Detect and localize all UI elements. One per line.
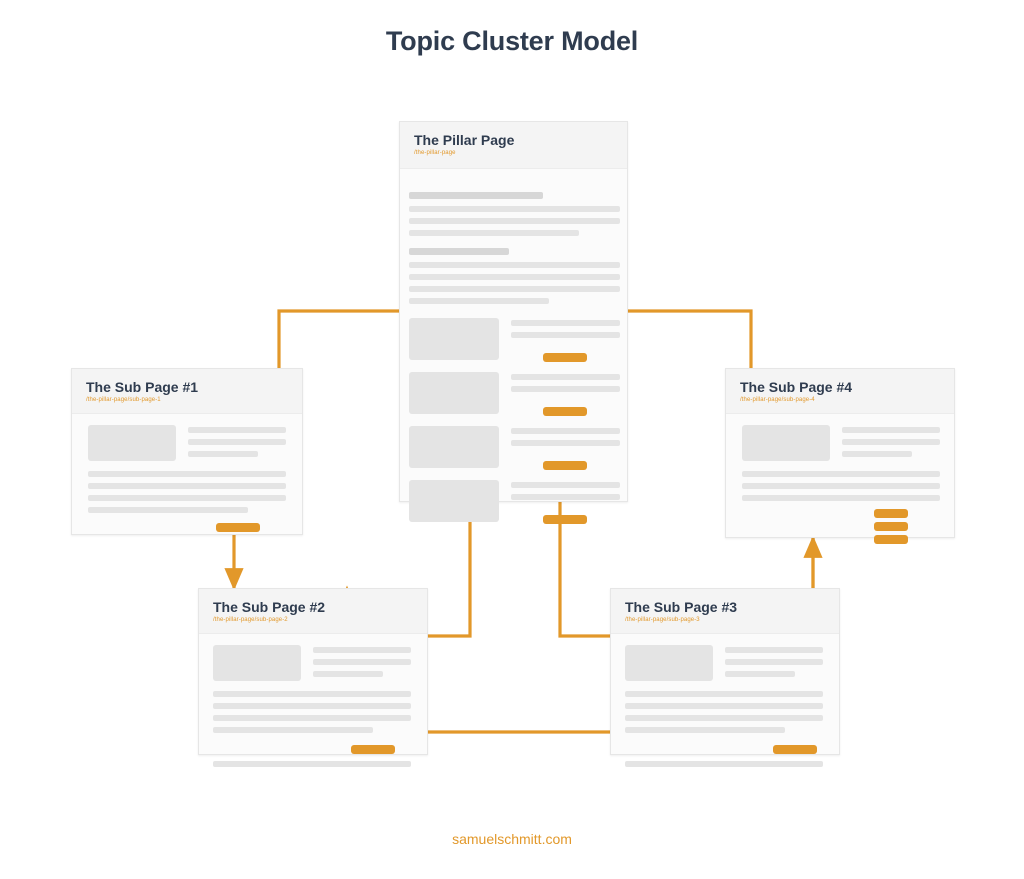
card-body	[611, 633, 839, 754]
node-sub-page-3[interactable]	[610, 588, 840, 755]
node-title: The Sub Page #2	[213, 599, 326, 615]
node-sub-page-1[interactable]	[71, 368, 303, 535]
card-body	[199, 633, 427, 754]
node-title: The Sub Page #1	[86, 379, 199, 395]
node-url: /the-pillar-page/sub-page-2	[213, 617, 288, 623]
node-pillar-page[interactable]	[399, 121, 628, 502]
node-url: /the-pillar-page	[414, 150, 456, 156]
page-title: Topic Cluster Model	[385, 26, 639, 56]
node-url: /the-pillar-page/sub-page-1	[86, 397, 161, 403]
node-title: The Sub Page #3	[625, 599, 738, 615]
node-title: The Sub Page #4	[740, 379, 853, 395]
node-sub-page-2[interactable]	[198, 588, 428, 755]
node-title: The Pillar Page	[414, 132, 515, 148]
node-url: /the-pillar-page/sub-page-4	[740, 397, 815, 403]
node-url: /the-pillar-page/sub-page-3	[625, 617, 700, 623]
card-body	[400, 168, 627, 501]
card-body	[72, 413, 302, 534]
card-body	[726, 413, 954, 537]
footer-credit: samuelschmitt.com	[452, 831, 572, 847]
node-sub-page-4[interactable]	[725, 368, 955, 538]
